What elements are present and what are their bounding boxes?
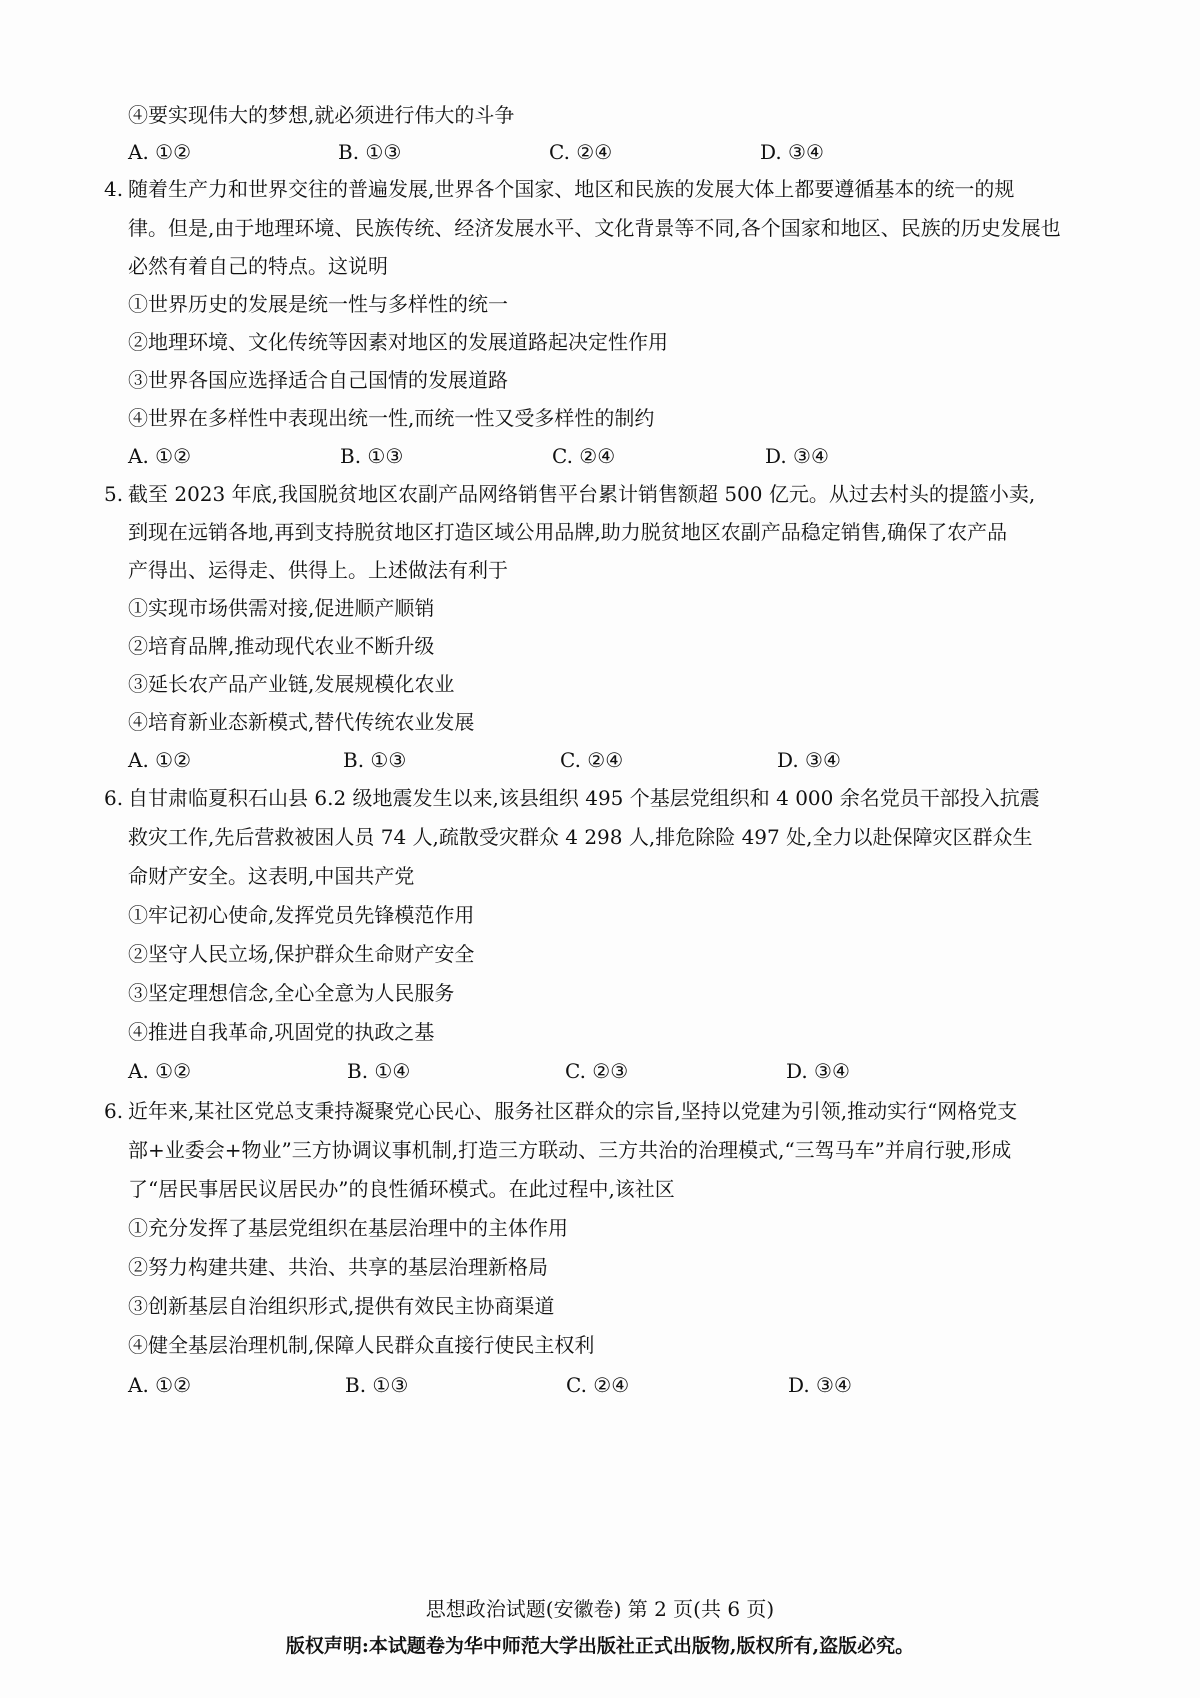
choice-d: D. ③④ xyxy=(760,140,824,164)
choice-a: A. ①② xyxy=(128,444,192,468)
choice-d: D. ③④ xyxy=(777,748,841,772)
choice-b: B. ①③ xyxy=(345,1373,409,1397)
choice-c: C. ②④ xyxy=(560,748,624,772)
page-footer: 思想政治试题(安徽卷) 第 2 页(共 6 页) xyxy=(425,1597,775,1621)
choice-c: C. ②③ xyxy=(565,1059,629,1083)
choice-a: A. ①② xyxy=(128,1373,192,1397)
choice-c: C. ②④ xyxy=(566,1373,630,1397)
exam-page: ④要实现伟大的梦想,就必须进行伟大的斗争 A. ①② B. ①③ C. ②④ D. ③④ 4. 随着生产力和世界交往的普遍发展,世界各个国家、地区和民族的发展大体上都要遵循基本的统一的规 律。但是,由于地理环境、民族传统、经济发展水平、文化背景等不同,各个国家和地区、民族的历史发展也 必然有着自己的特点。这说明 ①世界历史的发展是统一性与多样性的统一 ②地理环境、文化传统等因素对地区的发展道路起决定性作用 ③世界各国应选择适合自己国情的发展道路 ④世界在多样性中表现出统一性,而统一性又受多样性的制约 A. ①② B. ①③ C. ②④ D. ③④ 5. 截至 2023 年底,我国脱贫地区农副产品网络销售平台累计销售额超 500 亿元。从过去村头的提篮小卖, 到现在远销各地,再到支持脱贫地区打造区域公用品牌,助力脱贫地区农副产品稳定销售,确保了农产品 产得出、运得走、供得上。上述做法有利于 ①实现市场供需对接,促进顺产顺销 ②培育品牌,推动现代农业不断升级 ③延长农产品产业链,发展规模化农业 ④培育新业态新模式,替代传统农业发展 A. ①② B. ①③ C. ②④ D. ③④ 6. 自甘肃临夏积石山县 6.2 级地震发生以来,该县组织 495 个基层党组织和 4 000 余名党员干部投入抗震 救灾工作,先后营救被困人员 74 人,疏散受灾群众 4 298 人,排危除险 497 处,全力以赴保障灾区群众生 命财产安全。这表明,中国共产党 ①牢记初心使命,发挥党员先锋模范作用 ②坚守人民立场,保护群众生命财产安全 ③坚定理想信念,全心全意为人民服务 ④推进自我革命,巩固党的执政之基 A. ①② B. ①④ C. ②③ D. ③④ 6. 近年来,某社区党总支秉持凝聚党心民心、服务社区群众的宗旨,坚持以党建为引领,推动实行“网格党支 部+业委会+物业”三方协调议事机制,打造三方联动、三方共治的治理模式,“三驾马车”并肩行驶,形成 了“居民事居民议居民办”的良性循环模式。在此过程中,该社区 ①充分发挥了基层党组织在基层治理中的主体作用 ②努力构建共建、共治、共享的基层治理新格局 ③创新基层自治组织形式,提供有效民主协商渠道 ④健全基层治理机制,保障人民群众直接行使民主权利 A. ①② B. ①③ C. ②④ D. ③④ 思想政治试题(安徽卷) 第 2 页(共 6 页) 版权声明:本试题卷为华中师范大学出版社正式出版物,版权所有,盗版必究。 xyxy=(0,0,1200,1698)
choice-a: A. ①② xyxy=(128,1059,192,1083)
choice-c: C. ②④ xyxy=(552,444,616,468)
choice-a: A. ①② xyxy=(128,140,192,164)
question-number: 6. xyxy=(104,786,124,810)
choice-d: D. ③④ xyxy=(765,444,829,468)
choice-b: B. ①③ xyxy=(343,748,407,772)
choice-d: D. ③④ xyxy=(786,1059,850,1083)
choice-b: B. ①③ xyxy=(338,140,402,164)
choice-c: C. ②④ xyxy=(549,140,613,164)
choice-a: A. ①② xyxy=(128,748,192,772)
choice-b: B. ①③ xyxy=(340,444,404,468)
copyright-notice: 版权声明:本试题卷为华中师范大学出版社正式出版物,版权所有,盗版必究。 xyxy=(285,1635,915,1657)
question-number: 5. xyxy=(104,482,124,506)
choice-d: D. ③④ xyxy=(788,1373,852,1397)
question-number: 6. xyxy=(104,1099,124,1123)
question-number: 4. xyxy=(104,177,124,201)
choice-b: B. ①④ xyxy=(347,1059,411,1083)
